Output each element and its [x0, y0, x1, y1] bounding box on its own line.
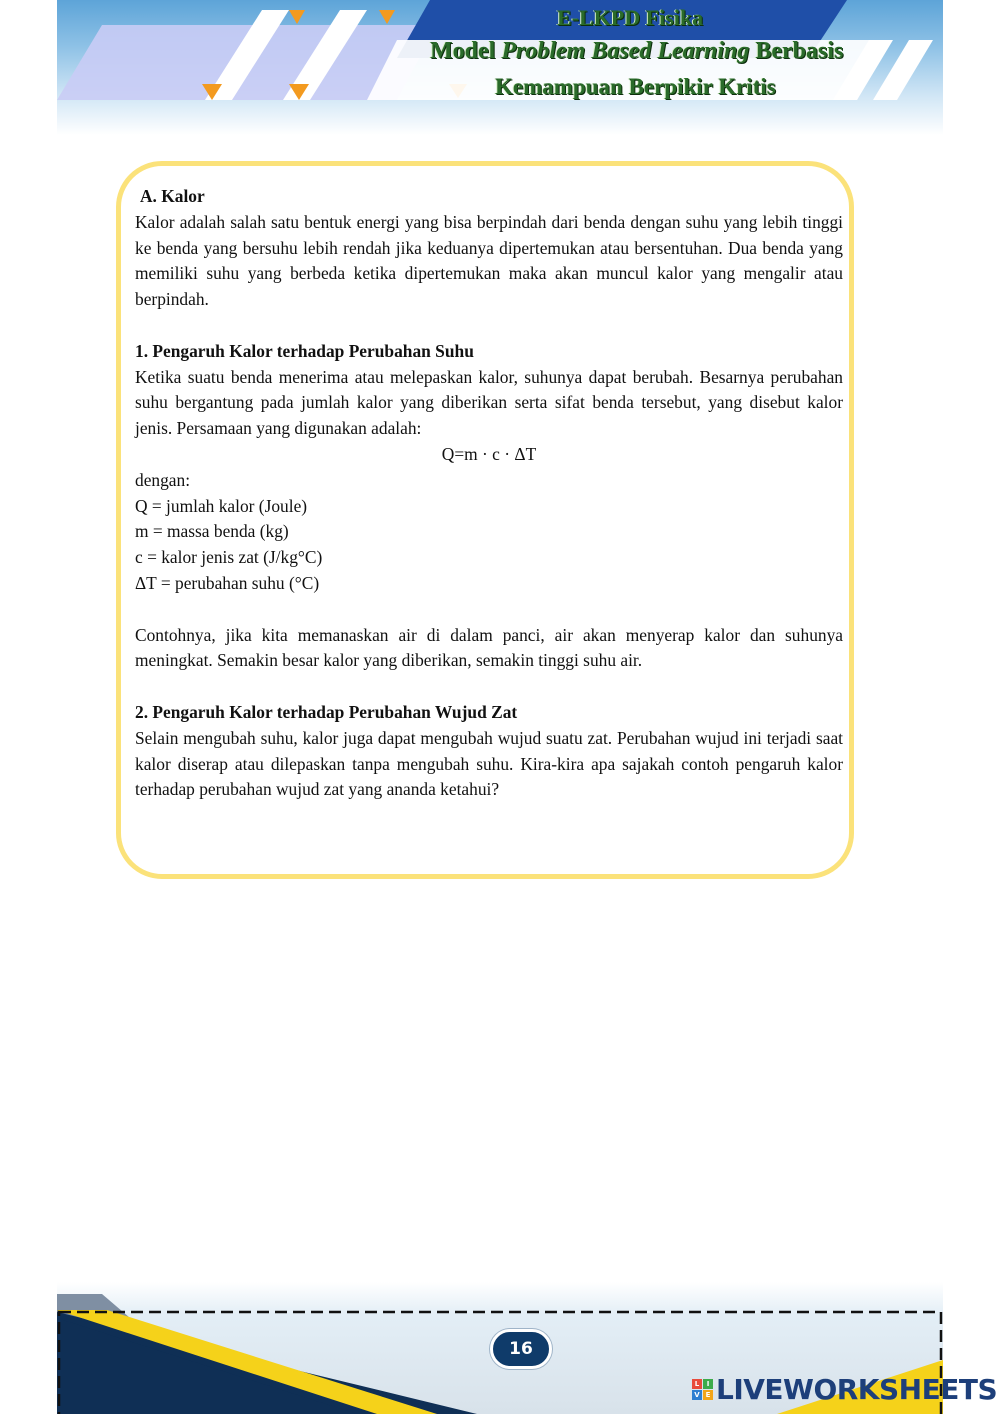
header-title-line2-pre: Model	[430, 38, 502, 64]
header-title-line3: Kemampuan Berpikir Kritis	[495, 74, 776, 99]
liveworksheets-brand[interactable]	[692, 1373, 997, 1406]
header-decoration	[57, 0, 943, 135]
logo-letter: E	[703, 1390, 713, 1400]
subsection-1-text: Ketika suatu benda menerima atau melepaskan kalor, suhunya dapat berubah. Besarnya perubahan suhu bergantung pada jumlah kalor yang diberikan serta sifat benda tersebut, yang disebut kalor jenis. Persamaan yang digunakan adalah:	[135, 366, 843, 439]
definition-item: m = massa benda (kg)	[135, 521, 289, 542]
page-header	[57, 0, 943, 135]
content-body	[135, 184, 843, 803]
liveworksheets-wordmark: LIVEWORKSHEETS	[716, 1373, 998, 1406]
spacer	[135, 597, 843, 623]
header-title-line1: E-LKPD Fisika	[557, 5, 704, 30]
logo-letter: I	[703, 1379, 713, 1389]
subsection-1-title: 1. Pengaruh Kalor terhadap Perubahan Suhu	[135, 340, 474, 361]
header-title-line2-post: Berbasis	[749, 38, 844, 64]
header-title-line2	[430, 38, 843, 65]
page-number-badge: 16	[490, 1329, 552, 1369]
section-a-title: A. Kalor	[140, 186, 205, 206]
definition-item: Q = jumlah kalor (Joule)	[135, 495, 308, 516]
definition-item: c = kalor jenis zat (J/kg°C)	[135, 547, 323, 568]
header-title-line2-italic: Problem Based Learning	[501, 38, 750, 64]
logo-letter: V	[692, 1390, 702, 1400]
liveworksheets-logo-icon	[692, 1379, 713, 1400]
subsection-2-title: 2. Pengaruh Kalor terhadap Perubahan Wujud Zat	[135, 701, 518, 722]
section-a-text: Kalor adalah salah satu bentuk energi yang bisa berpindah dari benda dengan suhu yang lebih tinggi ke benda yang bersuhu lebih rendah jika keduanya dipertemukan atau bersentuhan. Dua benda yang memiliki suhu yang berbeda ketika dipertemukan maka akan muncul kalor yang mengalir atau berpindah.	[135, 211, 843, 310]
formula: Q=m · c · ΔT	[441, 443, 537, 464]
definition-item: ΔT = perubahan suhu (°C)	[135, 572, 320, 593]
subsection-2-text: Selain mengubah suhu, kalor juga dapat mengubah wujud suatu zat. Perubahan wujud ini terjadi saat kalor diserap atau dilepaskan tanpa mengubah suhu. Kira-kira apa sajakah contoh pengaruh kalor terhadap perubahan wujud zat yang ananda ketahui?	[135, 727, 843, 800]
logo-letter: L	[692, 1379, 702, 1389]
example-text: Contohnya, jika kita memanaskan air di dalam panci, air akan menyerap kalor dan suhunya meningkat. Semakin besar kalor yang diberikan, semakin tinggi suhu air.	[135, 624, 843, 671]
spacer	[135, 674, 843, 700]
definitions-intro: dengan:	[135, 469, 191, 490]
spacer	[135, 313, 843, 339]
